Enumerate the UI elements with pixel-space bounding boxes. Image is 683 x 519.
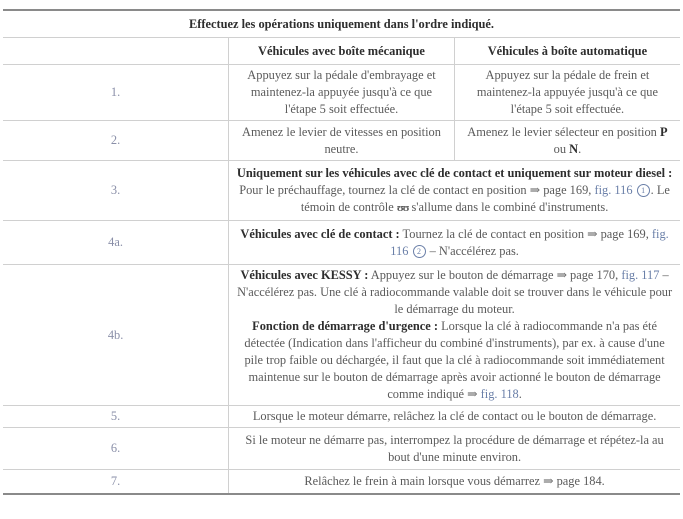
step-text: [229, 265, 680, 406]
kessy-paragraph: [235, 267, 674, 318]
text-segment: Appuyez sur le bouton de démarrage ⇒ page 170,: [368, 268, 622, 282]
text-segment: Amenez le levier sélecteur en position: [467, 124, 660, 139]
text-segment: ou: [553, 141, 570, 156]
figure-link[interactable]: fig. 116: [594, 182, 633, 197]
header-automatic: Véhicules à boîte automatique: [454, 38, 680, 65]
table-row: [3, 470, 680, 494]
text-segment: Tournez la clé de contact en position ⇒ page 169,: [399, 226, 652, 241]
step-automatic-text: Appuyez sur la pédale de frein et maintenez-la appuyée jusqu'à ce que l'étape 5 soit effectuée.: [454, 65, 680, 121]
text-segment: – N'accélérez pas.: [426, 243, 519, 258]
table-row: [3, 121, 680, 161]
glow-plug-warning-icon: ʊʊ: [396, 201, 409, 214]
step-number: 1.: [3, 65, 229, 121]
text-segment: . Le témoin de contrôle: [300, 182, 670, 214]
figure-link[interactable]: fig. 117: [621, 268, 660, 282]
text-segment: – N'accélérez pas. Une clé à radiocommande valable doit se trouver dans le véhicule pour le démarrage du moteur.: [237, 268, 673, 316]
engine-start-steps-table: [3, 9, 680, 495]
step-condition: Uniquement sur les véhicules avec clé de contact et uniquement sur moteur diesel :: [236, 165, 673, 180]
step-number: 7.: [3, 470, 229, 494]
table-row: [3, 65, 680, 121]
step-number: 4b.: [3, 265, 229, 406]
header-num-cell: [3, 38, 229, 65]
text-segment: s'allume dans le combiné d'instruments.: [408, 199, 609, 214]
circled-number-icon: 1: [637, 184, 650, 197]
step-number: 3.: [3, 161, 229, 221]
table-row: [3, 221, 680, 265]
column-header-row: [3, 38, 680, 65]
step-number: 4a.: [3, 221, 229, 265]
step-text: [229, 221, 680, 265]
gear-position-n: N: [569, 141, 579, 156]
step-number: 2.: [3, 121, 229, 161]
text-segment: .: [578, 141, 582, 156]
step-text: Lorsque le moteur démarre, relâchez la clé de contact ou le bouton de démarrage.: [229, 406, 680, 428]
step-text: Relâchez le frein à main lorsque vous démarrez ⇒ page 184.: [229, 470, 680, 494]
step-number: 5.: [3, 406, 229, 428]
text-segment: Lorsque la clé à radiocommande n'a pas été détectée (Indication dans l'afficheur du combiné d'instruments), par ex. à cause d'une pile trop faible ou déchargée, il faut que la clé à radiocommande soit immédiatement maintenue sur le bouton de démarrage après avoir actionné le bouton de démarrage comme indiqué ⇒: [244, 319, 665, 401]
step-text: [229, 161, 680, 221]
step-condition: Véhicules avec KESSY :: [240, 268, 369, 282]
table-row: [3, 428, 680, 470]
step-number: 6.: [3, 428, 229, 470]
table-row: [3, 265, 680, 406]
table-row: [3, 406, 680, 428]
table-row: [3, 161, 680, 221]
figure-link[interactable]: fig. 116: [390, 226, 669, 258]
step-manual-text: Amenez le levier de vitesses en position neutre.: [229, 121, 455, 161]
header-manual: Véhicules avec boîte mécanique: [229, 38, 455, 65]
table-title: Effectuez les opérations uniquement dans l'ordre indiqué.: [3, 10, 680, 38]
text-segment: Pour le préchauffage, tournez la clé de contact en position ⇒ page 169,: [239, 182, 595, 197]
emergency-start-paragraph: [235, 318, 674, 403]
figure-link[interactable]: fig. 118: [480, 387, 519, 401]
circled-number-icon: 2: [413, 245, 426, 258]
gear-position-p: P: [659, 124, 668, 139]
step-automatic-text: [454, 121, 680, 161]
step-manual-text: Appuyez sur la pédale d'embrayage et maintenez-la appuyée jusqu'à ce que l'étape 5 soit effectuée.: [229, 65, 455, 121]
step-text: Si le moteur ne démarre pas, interrompez la procédure de démarrage et répétez-la au bout d'une minute environ.: [229, 428, 680, 470]
table-title-row: [3, 10, 680, 38]
text-segment: .: [518, 387, 522, 401]
step-condition: Véhicules avec clé de contact :: [240, 226, 400, 241]
step-condition: Fonction de démarrage d'urgence :: [252, 319, 438, 333]
